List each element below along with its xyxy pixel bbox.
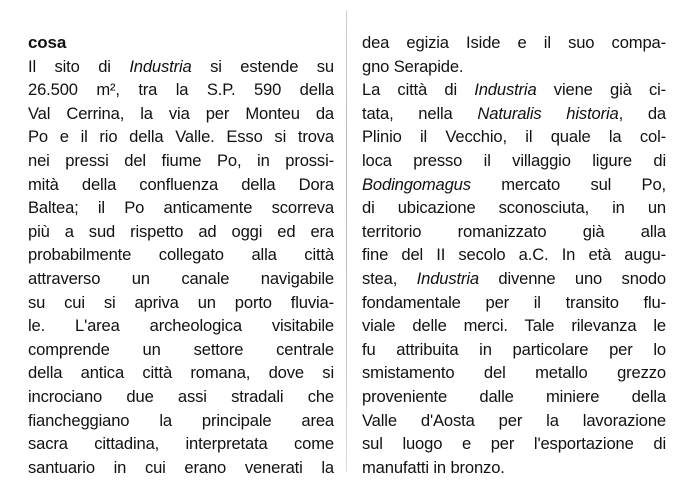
left-text-line: su cui si apriva un porto fluvia- xyxy=(28,292,334,312)
left-text-line: fiancheggiano la principale area xyxy=(28,410,334,430)
right-text-line: fine del II secolo a.C. In età augu- xyxy=(362,245,666,265)
left-text-line: incrociano due assi stradali che xyxy=(28,386,334,406)
left-text-line: Il sito di Industria si estende su xyxy=(28,56,334,76)
right-text-line: La città di Industria viene già ci- xyxy=(362,80,666,100)
left-text-line: Po e il rio della Valle. Esso si trova xyxy=(28,127,334,147)
right-text-line: di ubicazione sconosciuta, in un xyxy=(362,198,666,218)
right-text-line: Plinio il Vecchio, il quale la col- xyxy=(362,127,666,147)
right-text-line: Bodingomagus mercato sul Po, xyxy=(362,174,666,194)
left-text-line: più a sud rispetto ad oggi ed era xyxy=(28,221,334,241)
column-divider xyxy=(346,10,347,472)
left-text-line: mità della confluenza della Dora xyxy=(28,174,334,194)
italic-term: Industria xyxy=(474,80,537,100)
right-text-line: loca presso il villaggio ligure di xyxy=(362,150,666,170)
right-text-line: fu attribuita in particolare per lo xyxy=(362,339,666,359)
italic-term: Industria xyxy=(416,268,479,288)
right-column-body xyxy=(362,31,666,479)
right-text-line: proveniente dalle miniere della xyxy=(362,386,666,406)
right-text-line: sul luogo e per l'esportazione di xyxy=(362,434,666,454)
right-text-line: stea, Industria divenne uno snodo xyxy=(362,268,667,288)
right-text-line: smistamento del metallo grezzo xyxy=(362,363,666,383)
italic-term: Bodingomagus xyxy=(362,174,471,194)
left-text-line: attraverso un canale navigabile xyxy=(28,268,334,288)
right-text-line: fondamentale per il transito flu- xyxy=(362,292,666,312)
section-heading: cosa xyxy=(28,33,67,52)
left-text-line: della antica città romana, dove si xyxy=(28,363,334,383)
right-text-line: gno Serapide. xyxy=(362,56,464,76)
left-text-line: 26.500 m², tra la S.P. 590 della xyxy=(28,80,334,100)
left-text-line: le. L'area archeologica visitabile xyxy=(28,316,334,336)
right-column xyxy=(362,31,666,479)
left-text-line: sacra cittadina, interpretata come xyxy=(28,434,334,454)
right-text-line: viale delle merci. Tale rilevanza le xyxy=(362,316,666,336)
left-text-line: Baltea; il Po anticamente scorreva xyxy=(28,198,334,218)
left-column-body xyxy=(28,55,334,480)
italic-term: Industria xyxy=(129,56,192,76)
left-text-line: comprende un settore centrale xyxy=(28,339,334,359)
left-column xyxy=(28,31,334,479)
left-text-line: Val Cerrina, la via per Monteu da xyxy=(28,103,334,123)
left-text-line: probabilmente collegato alla città xyxy=(28,245,334,265)
right-text-line: manufatti in bronzo. xyxy=(362,457,505,477)
right-text-line: Valle d'Aosta per la lavorazione xyxy=(362,410,666,430)
right-text-line: territorio romanizzato già alla xyxy=(362,221,666,241)
left-text-line: santuario in cui erano venerati la xyxy=(28,457,334,477)
left-text-line: nei pressi del fiume Po, in prossi- xyxy=(28,150,334,170)
right-text-line: tata, nella Naturalis historia, da xyxy=(362,103,666,123)
italic-term: Naturalis historia xyxy=(477,103,619,123)
right-text-line: dea egizia Iside e il suo compa- xyxy=(362,33,666,52)
